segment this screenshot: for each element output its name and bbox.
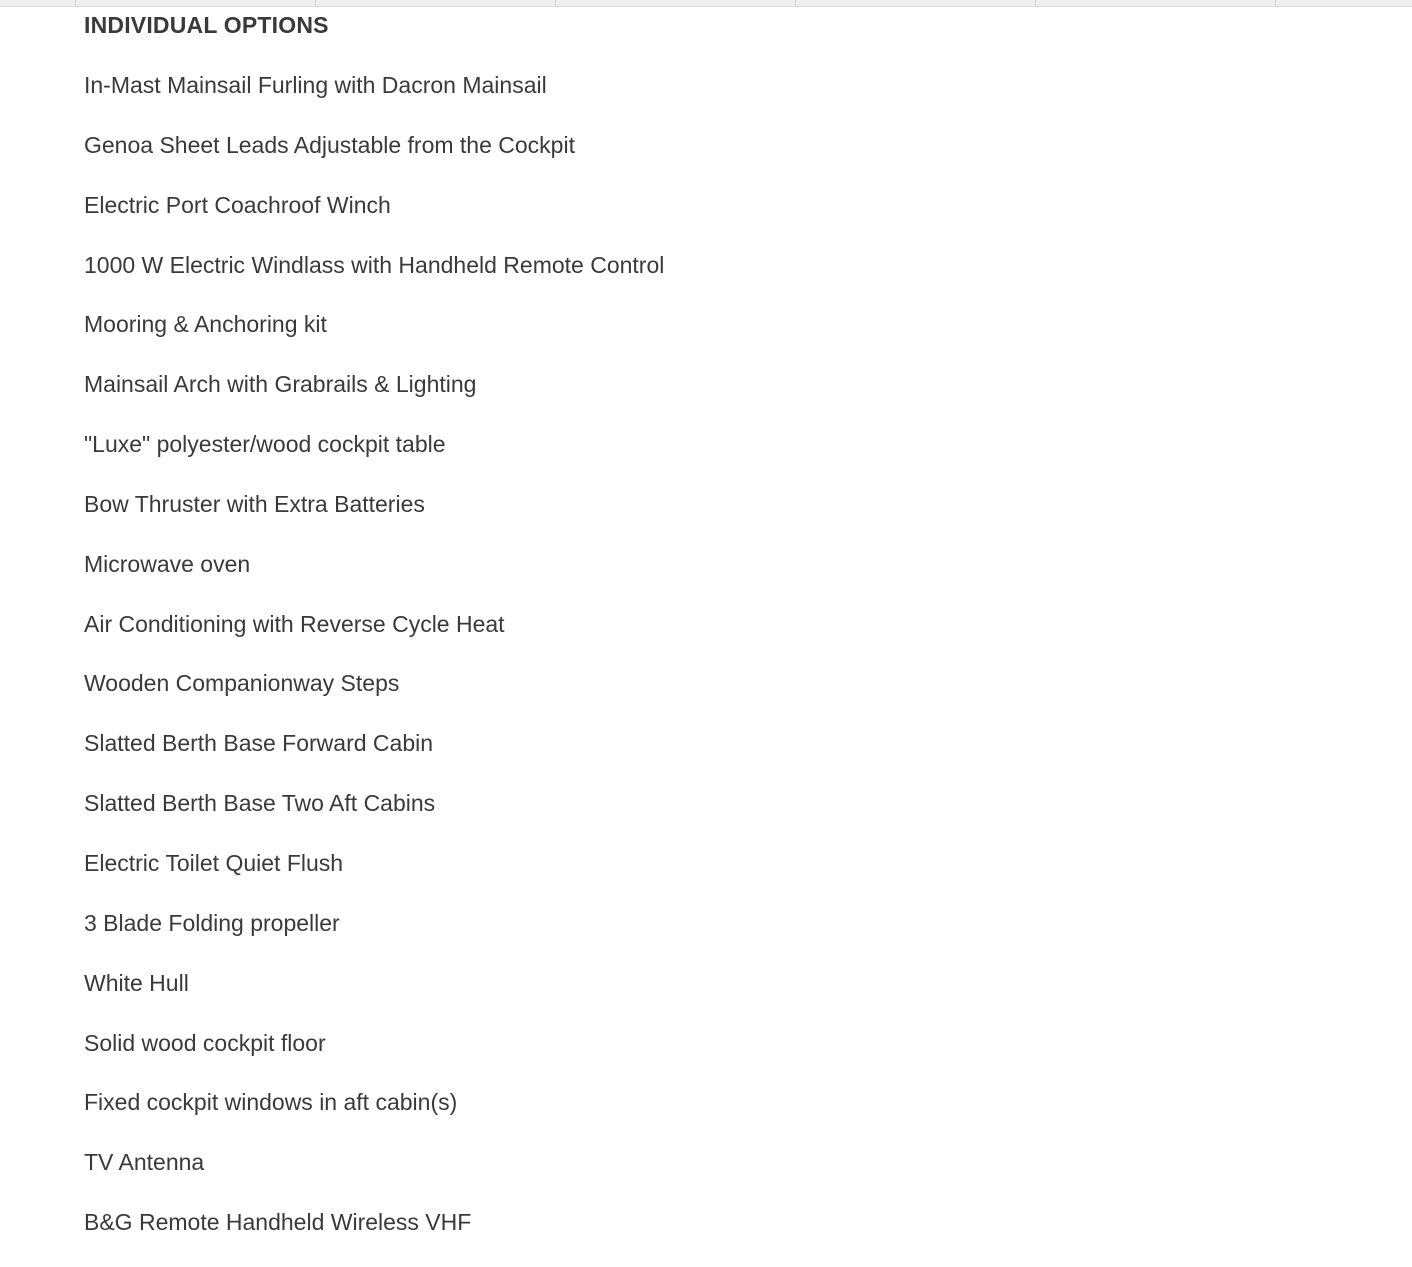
option-item: Mooring & Anchoring kit (84, 311, 327, 338)
option-item: Fixed cockpit windows in aft cabin(s) (84, 1089, 458, 1116)
option-item: Electric Toilet Quiet Flush (84, 849, 344, 876)
section-heading: INDIVIDUAL OPTIONS (84, 12, 329, 38)
table-column-divider (315, 0, 316, 6)
table-column-divider (1035, 0, 1036, 6)
options-list (84, 70, 1384, 1237)
option-item: Slatted Berth Base Forward Cabin (84, 730, 434, 757)
option-item: Bow Thruster with Extra Batteries (84, 490, 425, 517)
option-item: Genoa Sheet Leads Adjustable from the Cockpit (84, 131, 575, 158)
option-item: Mainsail Arch with Grabrails & Lighting (84, 371, 477, 398)
top-table-border (0, 0, 1412, 7)
table-column-divider (75, 0, 76, 6)
options-section (84, 10, 1384, 1267)
option-item: White Hull (84, 969, 189, 996)
table-column-divider (795, 0, 796, 6)
option-item: TV Antenna (84, 1149, 205, 1176)
option-item: B&G Remote Handheld Wireless VHF (84, 1209, 472, 1236)
option-item: Microwave oven (84, 550, 251, 577)
option-item: In-Mast Mainsail Furling with Dacron Mainsail (84, 72, 547, 98)
table-column-divider (555, 0, 556, 6)
option-item: Electric Port Coachroof Winch (84, 191, 391, 218)
option-item: 1000 W Electric Windlass with Handheld Remote Control (84, 251, 665, 278)
option-item: "Luxe" polyester/wood cockpit table (84, 431, 446, 458)
option-item: Solid wood cockpit floor (84, 1029, 326, 1056)
table-column-divider (1275, 0, 1276, 6)
option-item: Wooden Companionway Steps (84, 670, 400, 697)
option-item: Slatted Berth Base Two Aft Cabins (84, 790, 436, 817)
option-item: Air Conditioning with Reverse Cycle Heat (84, 610, 505, 637)
option-item: 3 Blade Folding propeller (84, 909, 340, 936)
